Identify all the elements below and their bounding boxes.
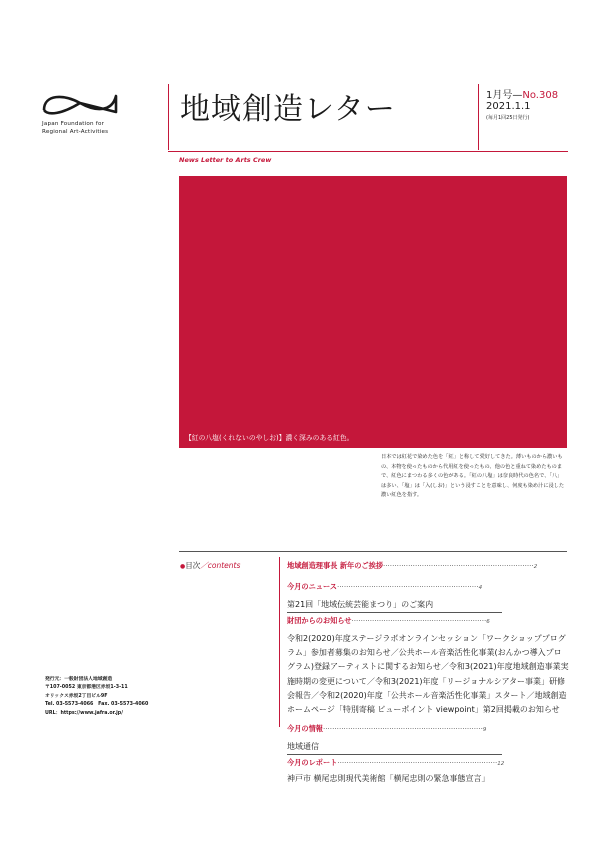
toc-section-title: 地域創造理事長 新年のご挨拶: [287, 561, 383, 570]
org-name-line1: Japan Foundation for: [42, 121, 105, 127]
publisher-url[interactable]: URL：https://www.jafra.or.jp/: [45, 710, 123, 716]
toc-heading: [180, 560, 240, 571]
toc-top-rule: [179, 551, 567, 552]
issue-number: [486, 86, 558, 101]
toc-heading-ja: 目次: [185, 561, 201, 570]
color-swatch: [179, 176, 567, 448]
toc-section-body: 令和2(2020)年度ステージラボオンラインセッション「ワークショッププログラム」参加者募集のお知らせ／公共ホール音楽活性化事業(おんかつ導入プログラム)登録アーティストに関するお知らせ／令和3(2021)年度地域創造事業実施時期の変更について／令和3(2021)年度「リージョナルシアター事業」研修会報告／令和2(2020)年度「公共ホール音楽活性化事業」スタート／地域創造ホームページ「特別寄稿 ビューポイント viewpoint」第2回掲載のお知らせ: [287, 634, 569, 715]
toc-section[interactable]: 今月のニュース······························································4: [287, 582, 483, 591]
toc-section-body: 第21回「地域伝統芸能まつり」のご案内: [287, 600, 434, 609]
org-name: [42, 120, 162, 136]
issue-prefix: 1月号—: [486, 90, 523, 101]
toc-section-page: 9: [482, 727, 487, 733]
jafra-logo-icon: [42, 88, 118, 118]
toc-section-page: 4: [478, 585, 483, 591]
toc-section-page: 6: [486, 619, 490, 625]
toc-section-page: 12: [497, 761, 505, 767]
bullet-icon: ●: [180, 563, 186, 570]
publisher-phone: Tel. 03-5573-4066 Fax. 03-5573-4060: [45, 702, 149, 708]
toc-rule: [287, 754, 502, 755]
toc-divider: [279, 557, 280, 727]
publisher-info: [45, 676, 185, 718]
toc-section[interactable]: 財団からのお知らせ···························································6: [287, 616, 490, 625]
toc-section[interactable]: 今月の情報······································································9: [287, 724, 487, 733]
toc-section[interactable]: 地域創造理事長 新年のご挨拶··································································2: [287, 561, 538, 570]
toc-section[interactable]: 今月のレポート······································································12: [287, 758, 505, 767]
toc-section-body: 神戸市 横尾忠則現代美術館「横尾忠則の緊急事態宣言」: [287, 774, 490, 783]
newsletter-title: 地域創造レター: [180, 92, 396, 127]
org-name-line2: Regional Art-Activities: [42, 129, 109, 135]
publisher-address: 〒107-0052 東京都港区赤坂1-3-11: [45, 685, 128, 691]
header-divider-left: [168, 84, 169, 150]
issue-frequency: (毎月1回25日発行): [486, 115, 530, 121]
toc-section-page: 2: [533, 564, 538, 570]
toc-section-title: 今月の情報: [287, 724, 323, 733]
toc-rule: [287, 612, 502, 613]
swatch-description: 日本では紅花で染めた色を「紅」と称して愛好してきた。薄いものから濃いもの、本物を使ったものから代用紅を使ったもの、他の色と重ねて染めたものまで、紅色にまつわる多くの色がある。「紅の八塩」は奈良時代の色名で、「八」は多い、「塩」は「入(しお)」という浸すことを意味し、何度も染め汁に浸した濃い紅色を指す。: [381, 454, 565, 499]
tagline: News Letter to Arts Crew: [179, 156, 272, 164]
toc-section-body: 地域通信: [287, 742, 319, 751]
toc-heading-en: ／contents: [200, 561, 241, 570]
swatch-caption: 【紅の八塩(くれないのやしお)】濃く深みのある紅色。: [185, 434, 354, 442]
issue-date: 2021.1.1: [486, 101, 531, 112]
publisher-line: 発行元：一般財団法人地域創造: [45, 677, 113, 682]
issue-no: No.308: [522, 90, 559, 101]
toc-section-title: 今月のニュース: [287, 582, 337, 591]
header-rule: [168, 151, 568, 152]
publisher-building: オリックス赤坂2丁目ビル9F: [45, 693, 108, 699]
toc-section-title: 財団からのお知らせ: [287, 616, 352, 625]
header-divider-right: [478, 84, 479, 150]
toc-section-title: 今月のレポート: [287, 758, 338, 767]
